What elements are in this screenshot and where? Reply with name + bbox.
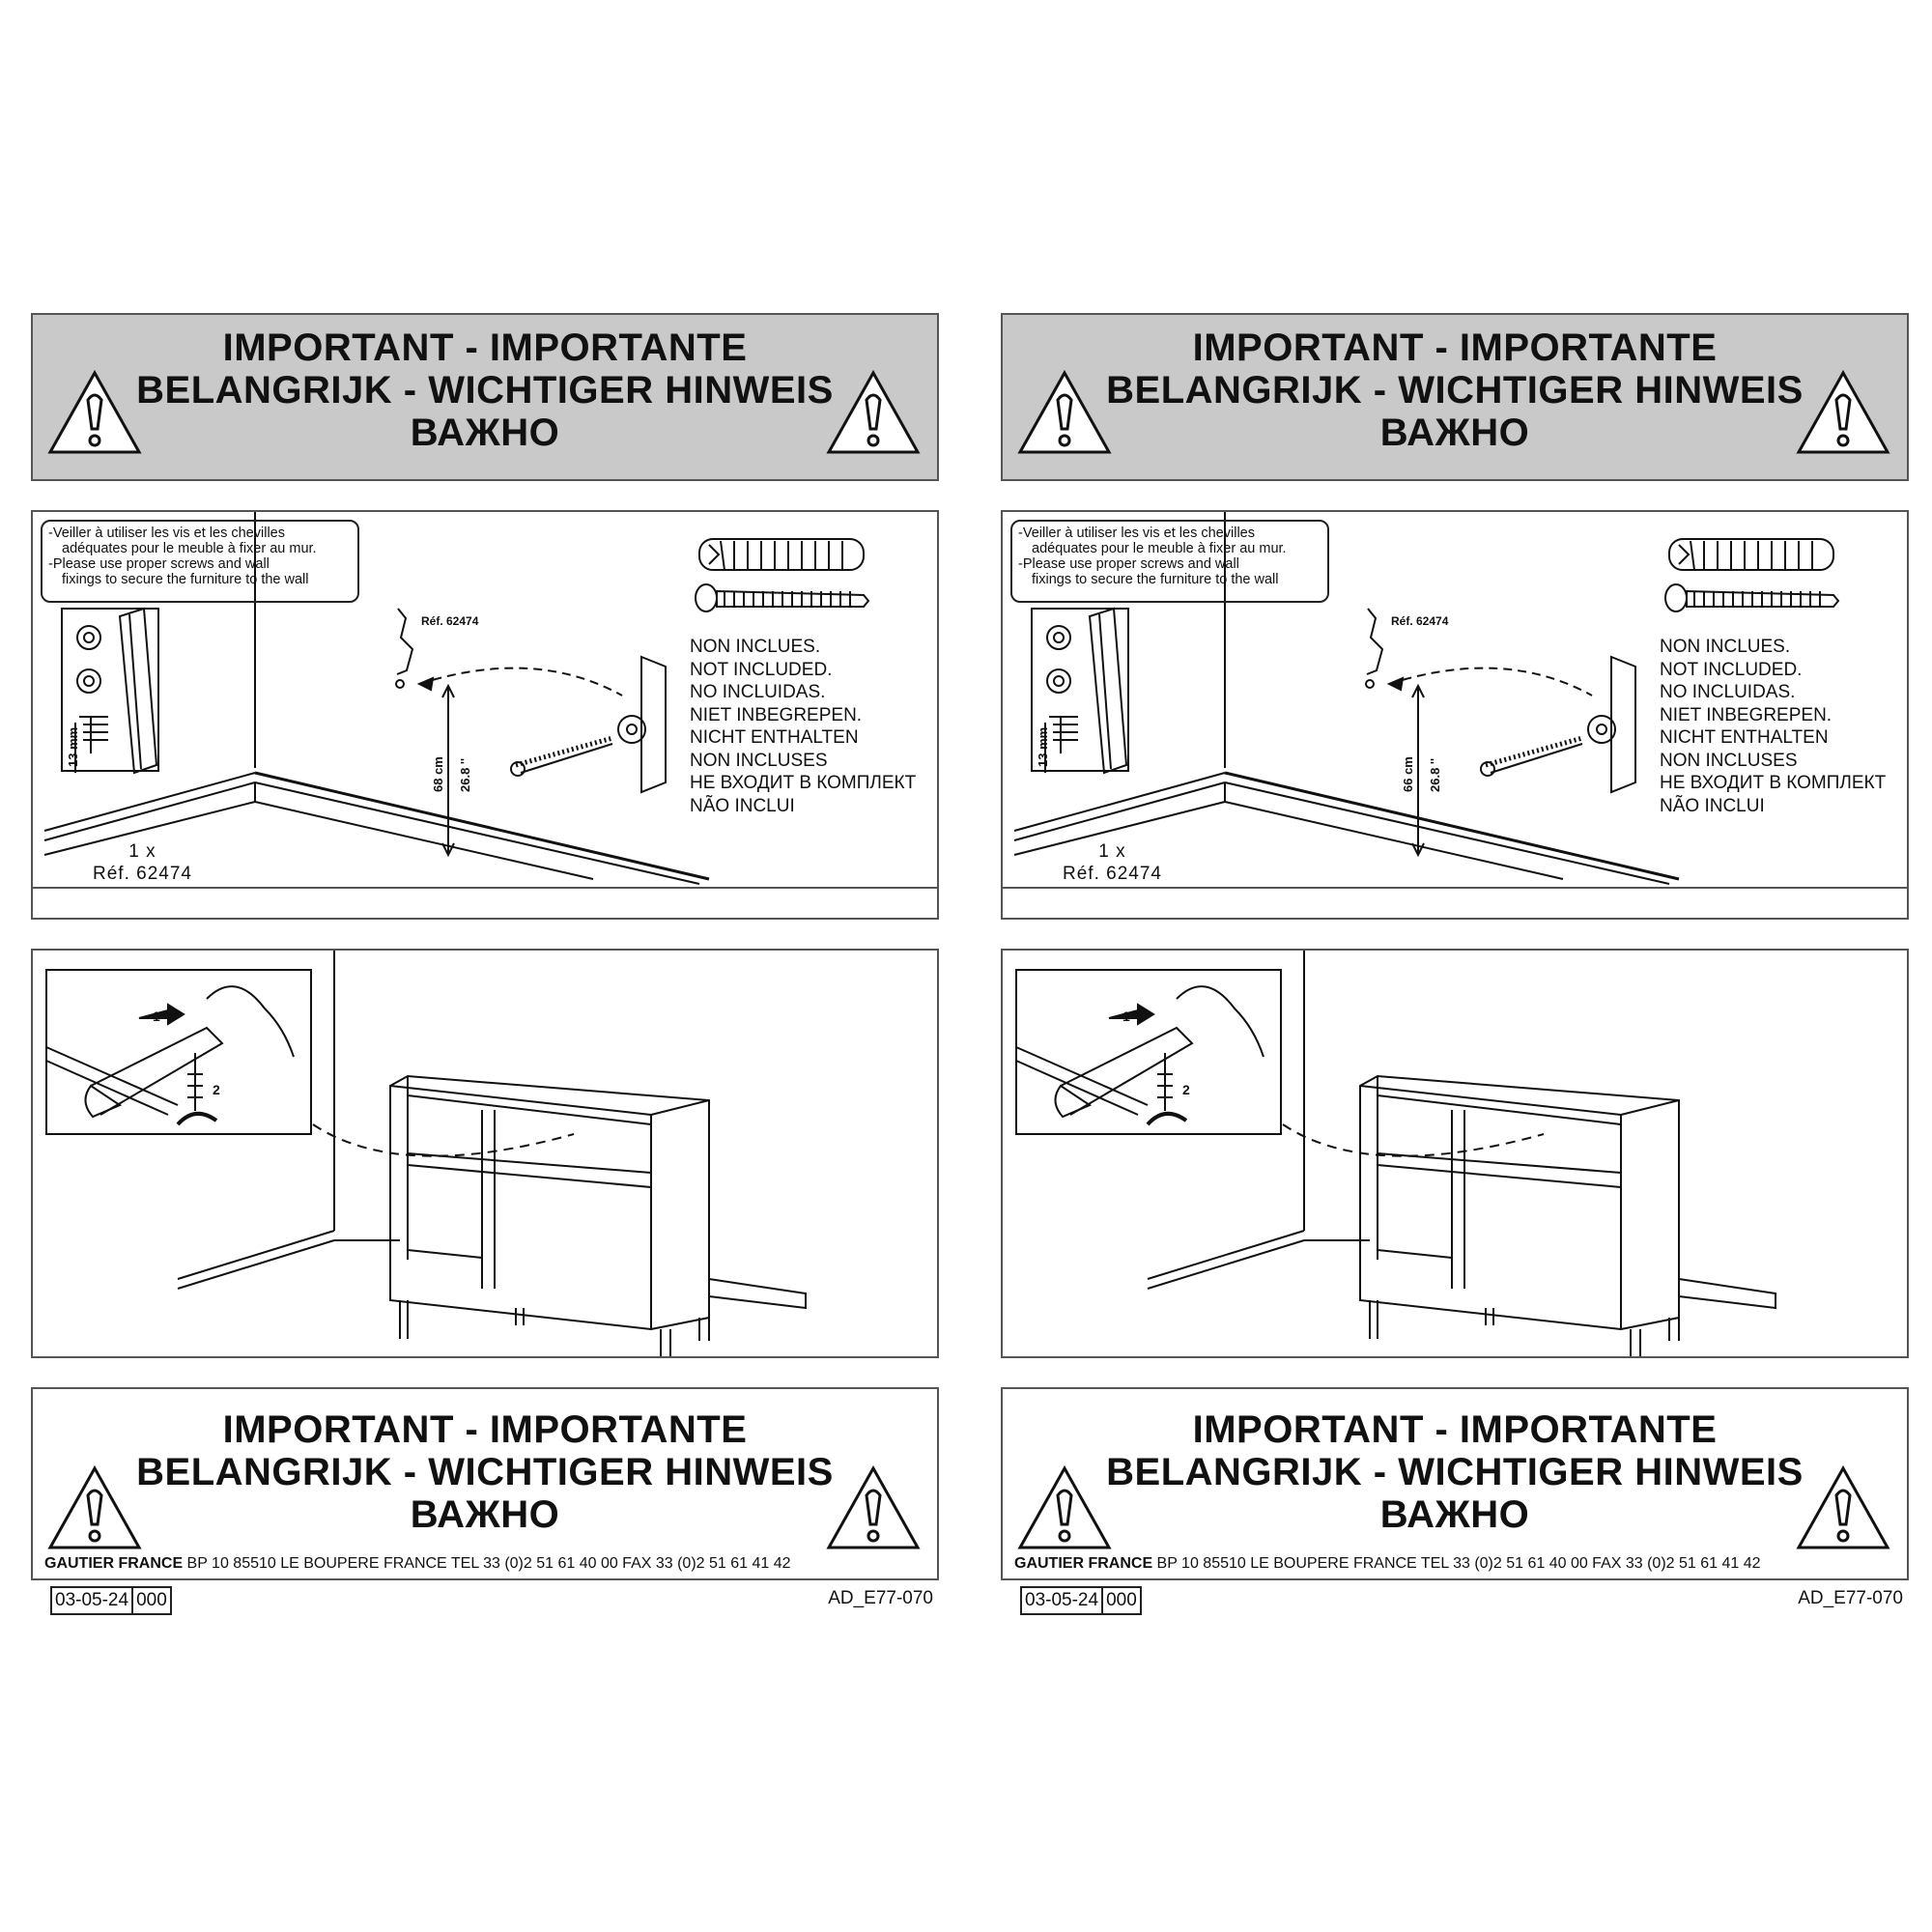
- step-1-label: 1: [153, 1009, 160, 1024]
- panel-strip: [1003, 887, 1907, 918]
- quantity-label: [93, 840, 192, 885]
- note-fr-line-1: -Veiller à utiliser les vis et les chevilles: [1018, 526, 1255, 541]
- not-included-item: НЕ ВХОДИТ В КОМПЛЕКТ: [1660, 773, 1887, 793]
- height-cm-label: 68 cm: [431, 756, 445, 792]
- footer-line-3: ВАЖНО: [1379, 1493, 1530, 1536]
- panel-strip: [33, 887, 937, 918]
- header-line-2: BELANGRIJK - WICHTIGER HINWEIS: [1106, 369, 1804, 412]
- note-en-line-2: fixings to secure the furniture to the wall: [62, 572, 309, 587]
- note-en-line-1: -Please use proper screws and wall: [48, 556, 270, 572]
- date-stamp: [50, 1586, 172, 1615]
- company-info: [44, 1555, 791, 1573]
- footer-line-2: BELANGRIJK - WICHTIGER HINWEIS: [136, 1451, 834, 1493]
- document-code: AD_E77-070: [1798, 1588, 1903, 1608]
- company-info: [1014, 1555, 1761, 1573]
- date-stamp: [1020, 1586, 1142, 1615]
- step-1-label: 1: [1122, 1009, 1130, 1024]
- note-fr-line-2: adéquates pour le meuble à fixer au mur.: [62, 541, 317, 556]
- quantity-ref: Réf. 62474: [1063, 864, 1162, 884]
- not-included-item: NÃO INCLUI: [690, 795, 795, 816]
- wall-fixing-panel: [1001, 510, 1909, 920]
- not-included-item: NICHT ENTHALTEN: [1660, 727, 1829, 748]
- furniture-illustration: [1003, 951, 1907, 1356]
- not-included-item: NON INCLUES.: [690, 637, 821, 657]
- not-included-item: НЕ ВХОДИТ В КОМПЛЕКТ: [690, 773, 917, 793]
- warning-footer-box: [1001, 1387, 1909, 1580]
- wall-fixing-panel: [31, 510, 939, 920]
- company-name: GAUTIER FRANCE: [44, 1555, 184, 1572]
- version-value: 000: [1101, 1588, 1140, 1613]
- date-value: 03-05-24: [55, 1590, 129, 1610]
- instruction-sheet-right: [1001, 313, 1909, 1617]
- furniture-fixing-panel: [31, 949, 939, 1358]
- footer-line-1: IMPORTANT - IMPORTANTE: [1192, 1408, 1718, 1451]
- quantity-label: [1063, 840, 1162, 885]
- note-en-line-1: -Please use proper screws and wall: [1018, 556, 1239, 572]
- header-line-2: BELANGRIJK - WICHTIGER HINWEIS: [136, 369, 834, 412]
- screw-length-label: 13 mm: [1036, 726, 1050, 767]
- height-cm-label: 66 cm: [1401, 756, 1415, 792]
- warning-footer-box: [31, 1387, 939, 1580]
- not-included-item: NON INCLUSES: [1660, 750, 1798, 771]
- company-address: BP 10 85510 LE BOUPERE FRANCE TEL 33 (0)2 51 61 40 00 FAX 33 (0)2 51 61 41 42: [1152, 1555, 1761, 1572]
- not-included-item: NOT INCLUDED.: [1660, 659, 1803, 680]
- footer-line-3: ВАЖНО: [410, 1493, 560, 1536]
- quantity-ref: Réf. 62474: [93, 864, 192, 884]
- header-line-3: ВАЖНО: [410, 412, 560, 454]
- document-code: AD_E77-070: [828, 1588, 933, 1608]
- quantity-count: 1 x: [128, 841, 156, 862]
- note-fr-line-1: -Veiller à utiliser les vis et les chevilles: [48, 526, 285, 541]
- part-ref-label: Réf. 62474: [1391, 614, 1449, 628]
- note-fr-line-2: adéquates pour le meuble à fixer au mur.: [1032, 541, 1287, 556]
- not-included-item: NON INCLUES.: [1660, 637, 1791, 657]
- not-included-item: NIET INBEGREPEN.: [690, 704, 863, 725]
- note-en-line-2: fixings to secure the furniture to the wall: [1032, 572, 1279, 587]
- header-line-1: IMPORTANT - IMPORTANTE: [1192, 327, 1718, 369]
- not-included-item: NOT INCLUDED.: [690, 659, 833, 680]
- fixing-advice-note: [1010, 520, 1329, 603]
- warning-header: [31, 313, 939, 481]
- not-included-list: [690, 636, 916, 817]
- date-value: 03-05-24: [1025, 1590, 1099, 1610]
- height-inch-label: 26.8 '': [458, 757, 472, 792]
- header-line-3: ВАЖНО: [1379, 412, 1530, 454]
- not-included-item: NO INCLUIDAS.: [690, 682, 826, 702]
- part-ref-label: Réf. 62474: [421, 614, 479, 628]
- furniture-illustration: [33, 951, 937, 1356]
- not-included-item: NÃO INCLUI: [1660, 795, 1765, 816]
- version-value: 000: [131, 1588, 170, 1613]
- screw-length-label: 13 mm: [66, 726, 80, 767]
- height-inch-label: 26.8 '': [1428, 757, 1442, 792]
- step-2-label: 2: [1182, 1082, 1190, 1097]
- fixing-advice-note: [41, 520, 359, 603]
- instruction-sheet-left: [31, 313, 939, 1617]
- furniture-fixing-panel: [1001, 949, 1909, 1358]
- header-line-1: IMPORTANT - IMPORTANTE: [222, 327, 748, 369]
- step-2-label: 2: [213, 1082, 220, 1097]
- company-name: GAUTIER FRANCE: [1014, 1555, 1153, 1572]
- not-included-item: NICHT ENTHALTEN: [690, 727, 859, 748]
- footer-line-2: BELANGRIJK - WICHTIGER HINWEIS: [1106, 1451, 1804, 1493]
- not-included-list: [1660, 636, 1886, 817]
- footer-line-1: IMPORTANT - IMPORTANTE: [222, 1408, 748, 1451]
- company-address: BP 10 85510 LE BOUPERE FRANCE TEL 33 (0)2 51 61 40 00 FAX 33 (0)2 51 61 41 42: [183, 1555, 791, 1572]
- quantity-count: 1 x: [1098, 841, 1126, 862]
- warning-header: [1001, 313, 1909, 481]
- not-included-item: NIET INBEGREPEN.: [1660, 704, 1833, 725]
- not-included-item: NON INCLUSES: [690, 750, 828, 771]
- not-included-item: NO INCLUIDAS.: [1660, 682, 1796, 702]
